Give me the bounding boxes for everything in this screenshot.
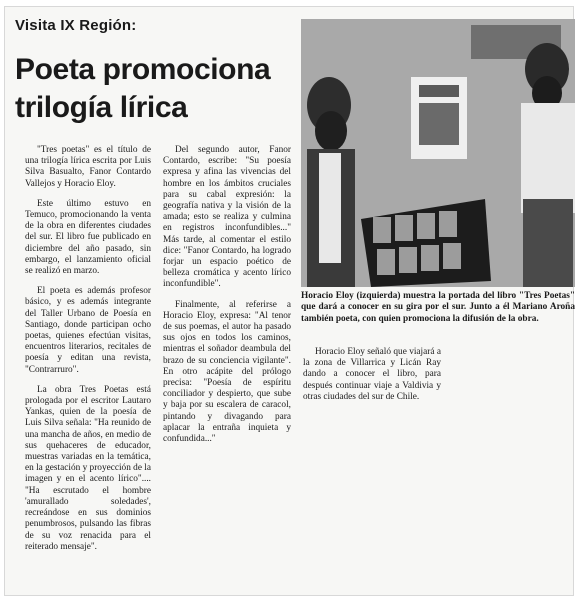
headline: Poeta promociona trilogía lírica <box>15 53 271 124</box>
paragraph: La obra Tres Poetas está prologada por el escritor Lautaro Yankas, quien de la poesía de Luis Silva señala: "Ha reunido de una mancha de años, en medio de sus quehaceres de educador, muestras variadas en la temática, en la gestación y proyección de la imagen y en el acento lírico".... "Ha escrutado el hombre 'amurallado soledades', recreándose en sus dominios penumbrosos, pulsando las fibras de su voz renacida para el reiterado mensaje". <box>25 384 151 552</box>
body-column-2 <box>163 145 291 454</box>
photo-caption: Horacio Eloy (izquierda) muestra la portada del libro "Tres Poetas" que dará a conocer en su gira por el sur. Junto a él Mariano Aroña también poeta, con quien promociona la difusión de la obra. <box>301 291 575 324</box>
paragraph: El poeta es además profesor básico, y es además integrante del Taller Urbano de Poesía en Santiago, donde participan ocho poetas, quienes efectúan visitas, encuentros literarios, recitales de poesía y editan una revista, "Contrarruro". <box>25 286 151 375</box>
kicker: Visita IX Región: <box>15 17 137 34</box>
paragraph: Finalmente, al referirse a Horacio Eloy, expresa: "Al tenor de sus poemas, el autor ha pasado sus ojos en todos los caminos, mientras el soñador deambula del brazo de su conciencia vigilante". En otro acápite del prólogo precisa: "Poesía de espíritu conciliador y despierto, que sube y baja por su escalera de caracol, pintando y divagando para aplacar la entraña inquieta y confundida..." <box>163 299 291 445</box>
news-photo <box>301 19 575 287</box>
body-column-3 <box>303 347 441 412</box>
paragraph: Este último estuvo en Temuco, promocionando la venta de la obra en diferentes ciudades del sur. El libro fue publicado en diciembre del año pasado, sin embargo, el lanzamiento oficial se realizó en marzo. <box>25 198 151 277</box>
paragraph: "Tres poetas" es el título de una trilogía lírica escrita por Luis Silva Basualto, Fanor Contardo Vallejos y Horacio Eloy. <box>25 145 151 189</box>
paragraph: Del segundo autor, Fanor Contardo, escribe: "Su poesía expresa y afina las vivencias del hombre en los ámbitos cruciales para su cabal expresión: la geografía nativa y la visión de la amada; esto se realiza y culmina en registros inconfundibles..." Más tarde, al comentar el estilo dice: "Fanor Contardo, ha logrado forjar un espacio poético de belleza cromática y acento lírico inconfundible". <box>163 145 291 290</box>
paragraph: Horacio Eloy señaló que viajará a la zona de Villarrica y Licán Ray dando a conocer el libro, para después continuar viaje a Valdivia y otras ciudades del sur de Chile. <box>303 347 441 402</box>
photo-illustration <box>301 19 575 287</box>
newspaper-clipping <box>4 6 574 596</box>
body-column-1 <box>25 145 151 562</box>
